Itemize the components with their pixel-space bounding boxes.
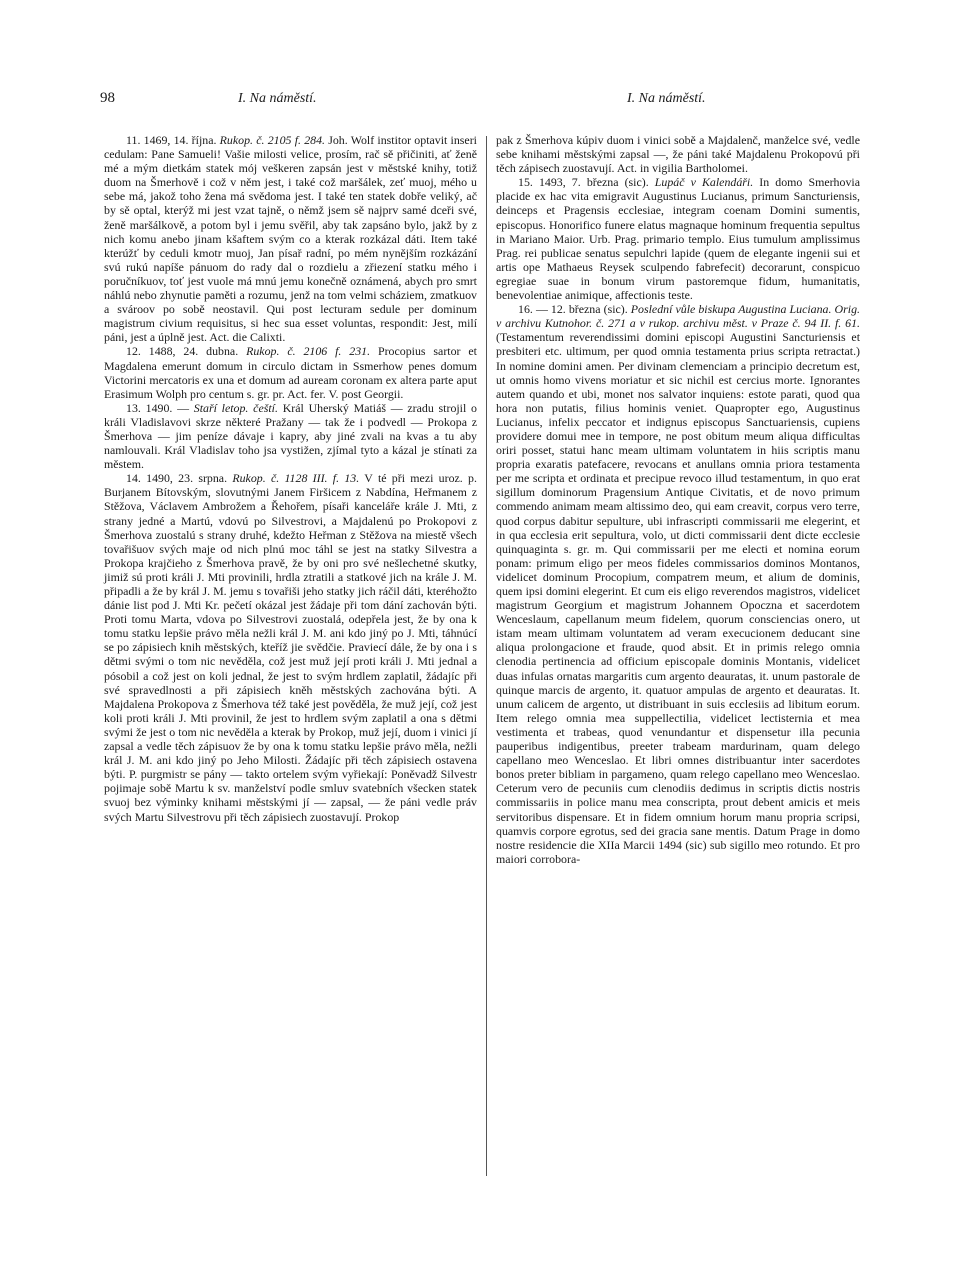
entry-text: (Testamentum reverendissimi domini episcopi Augustini Sancturiensis et presbiteri etc. ultimum, per quod omnia testamenta prius scripta retractat.) In nomine domini amen. Per divinam clemenciam a principio decretum est, ut omnis homo vivens moriatur et sic nichil est cercius morte. Ignorantes autem quando et ubi, monet nos salvator inquiens: estote parati, quod qua hora non putatis, filius hominis veniet. Quapropter ego, Augustinus Lucianus, infelix peccator et indignus episcopus Sanctuariensis, cupiens providere domui mee in tempore, ne post obitum meum aliqua difficultas oriri posset, statui hanc meam ultimam voluntatem in hiis scriptis manu propria exaratis patefacere, revocans et anullans omnia priora testamenta per me scripta et ordinata et precipue revoco illud testamentum, in quo erat sigillum dominorum Pragensium Antique Civitatis, et de novo primum commendo animam meam altissimo deo, qui eam creavit, corpus vero terre, quod corpus dabitur sepulture, ubi infrascripti commissarii me elegerint, et in qua ecclesia erit sepultura, volo, ut dicti commissarii dent dicte ecclesie quinquaginta s. gr. m. Qui commissarii per me electi et nomina eorum ponam: primum eligo per meos fideles commissarios dominos Montanos, videlicet dominum Procopium, compatrem meum, et alium de dominis, quem ipsi domini elegerint. Et cum eis eligo reverendos magistros, videlicet magistrum Georgium et magistrum Johannem Opoczna et sacerdotem Wenceslaum, capellanum meum fidelem, quorum consciencias onero, ut istam meam ultimam voluntatem ad veram execucionem deducant sine aliqua prolongacione et fraude, quod absit. Et in primis relego omnia clenodia pertinencia ad officium episcopale dominis Montanis, videlicet duas infulas ornatas margaritis cum argento deauratas, it. unum pastorale de quinque marcis de argento, it. quatuor ampulas de argento et deauratas. It. unum calicem de argento, ut distribuant in suis ecclesiis ad libitum eorum. Item relego omnia mea suppellectilia, videlicet lectisternia et mea vestimenta et trabeas, quod venundantur et dispensetur illa pecunia pauperibus indigentibus, preeter trabeam mardurinam, quam delego capellano meo Wenceslao. Et libri omnes distribuantur inter sacerdotes bonos preter bibliam in pargameno, quam relego capellano meo Wenceslao. Ceterum vero de pecuniis cum clenodiis dedimus in scriptis dictis nostris commissariis in police manu mea conscripta, prout debent amicis et meis servitoribus dispensare. Et in fidem omnium horum manu propria scripsi, quamvis corpore egrotus, sed dei gracia sane mentis. Datum Prage in domo nostre residencie die XIIa Marcii 1494 (sic) sub sigillo meo rotundo. Et pro maiori corrobora- — [496, 330, 860, 866]
right-column — [496, 133, 860, 866]
left-column — [104, 133, 477, 824]
entry-11 — [104, 133, 477, 344]
entry-head: 11. 1469, 14. října. — [126, 133, 217, 147]
entry-16 — [496, 302, 860, 866]
entry-head: 12. 1488, 24. dubna. — [126, 344, 239, 359]
entry-12 — [104, 344, 477, 400]
entry-text: Procopius sartor et Magdalena emerunt domum in circulo dictam in Ssmerhow penes domum Victorini mercatoris ex una et domum ad auream coronam ex altera parte aput Erasimum Wolph pro centum s. gr. pr. Act. fer. V. post Georgii. — [104, 344, 477, 401]
entry-source: Staří letop. čeští. — [193, 400, 278, 415]
entry-text: Joh. Wolf institor optavit inseri cedulam: Pane Samueli! Vašie milosti velice, prosím, rač sě přičiniti, ať ženě mé a mým dietkám statek mój veškeren zapsán jest v městské knihy, totiž duom na Šmerhově i což v něm jest, i také což maršálek, zeť muoj, mého u sebe má, jakož toho žena má svědoma jest. I také ten statek dobře veliký, ač by sě optal, kterýž mi jest vzat tajně, o němž jsem sě najprv samé dceři své, ženě maršálkově, a potom byl i jemu svěřil, aby tak zapsáno bylo, jakž by z nich komu anebo jinam kšaftem svým co a kterak rozkázal dáti. Item také kterúžť by ceduli kmotr muoj, Jan písař radní, po mém nynějším rozkázání svú rukú napíše pánuom do rady dal o rozdielu a zřiezení statku mého i poručníkuov, toť jest vuole má mnú jemu konečně oznámená, abych pro smrt náhlú nebo zhynutie paměti a rozumu, jenž na tom velmi scháziem, zmatkuov a svároov po sobě neostavil. Qui post lecturam sedule per dominum magistrum civium requisitus, si hec sua esset voluntas, respondit: Jest, milí páni, jest a úplně jest. Act. die Calixti. — [104, 133, 477, 345]
entry-14-continued — [496, 133, 860, 175]
entry-text: V té při mezi uroz. p. Burjanem Bítovským, slovutnými Janem Firšicem z Nabdína, Heřmanem z Stěžova, Václavem Ambrožem a Řehořem, písaři kanceláře krále J. Mti, z strany jedné a Martú, vdovú po Silvestrovi, a Majdalenú po Prokopovi z Šmerhova zuostalú s strany druhé, kdežto Heřman z Stěžova na miestě všech tovařišuov svých maje od nich plnú moc táhl se jest na statky Silvestra a Prokopa krajčieho z Šmerhova pravě, že by oni pro své nešlechetné skutky, jimiž sú proti králi J. Mti provinili, hrdla ztratili a statkové jich na krále J. M. připadli a že by král J. M. jemu s tovařiši jeho statky jich ráčil dáti, kteréhožto dánie list pod J. Mti Kr. pečetí okázal jest žádaje při tom dání zachován býti. Proti tomu Marta, vdova po Silvestrovi zuostalá, odepřela jest, že by ona k tomu statku lepšie právo měla nežli král J. M. ani kdo jiný po J. Mti, táhnúcí se po zápisiech knih městských, kteříž jie svědčie. Praviecí dále, že by ona i s dětmi svými o tom nic nevěděla, což jest muž její proti králi J. Mti jednal a pósobil a což jest on koli jednal, že jest to svým hrdlem zaplatil, žádajíc při své spravedlnosti a při zápisiech kněh městských zachována býti. A Majdalena Prokopova z Šmerhova též také jest pověděla, že muž její, což jest koli proti králi J. Mti provinil, že jest to hrdlem svým zaplatil a ona s dětmi svými že jest o tom nic nevěděla a kterak by Prokop, muž její, duom i vinici jí zapsal a vedle těch zápisuov že by ona k tomu statku lepšie právo měla, nežli král J. M. ani kdo jiný po Jeho Milosti. Žádajíc při těch zápisiech ostavena býti. P. purgmistr se pány — takto ortelem svým vyřiekají: Poněvadž Silvestr pojimaje sobě Martu k sv. manželství podle smluv svatebních všecken statek svuoj bez výminky knihami městskými jí — zapsal, — že páni vedle práv svých Martu Silvestrovu při těch zápisiech zuostavují. Prokop — [104, 471, 477, 824]
running-title-right: I. Na náměstí. — [627, 91, 706, 106]
entry-source: Lupáč v Kalendáři. — [654, 175, 754, 190]
running-title-left: I. Na náměstí. — [238, 91, 317, 106]
entry-head: 13. 1490. — — [126, 400, 190, 415]
page-number: 98 — [100, 90, 115, 106]
entry-source: Poslední vůle biskupa Augustina Luciana. Orig. v archivu Kutnohor. č. 271 a v rukop. archivu měst. v Praze č. 94 II. f. 61. — [496, 302, 860, 331]
entry-head: 14. 1490, 23. srpna. — [126, 471, 228, 486]
entry-head: 15. 1493, 7. března (sic). — [518, 175, 649, 190]
entry-source: Rukop. č. 1128 III. f. 13. — [232, 471, 360, 486]
entry-14 — [104, 471, 477, 823]
entry-text: In domo Smerhovia placide ex hac vita emigravit Augustinus Lucianus, primum Sancturiensis, deinceps et Pragensis ecclesiae, integram coenam Domini sumentis, episcopus. Honorifico funere elatus magnaque hominum frequentia sepultus in Mariano Maior. Urb. Prag. primario templo. Eius tumulum amplissimus Prag. rei publicae senatus sepulchri lapide (quem de elegante ingenii sui et artis ope Mathaeus Reysek sculpendo fabrefecit) decorarunt, conspicuo egregiae suae in bonum virum pastoremque fidum, humanitatis, benevolentiae animique, affectionis teste. — [496, 175, 860, 303]
page-header — [100, 90, 860, 114]
entry-text: Král Uherský Matiáš — zradu strojil o králi Vladislavovi skrze některé Pražany — tak že i podvedl — Prokopa z Šmerhova — jim peníze dávaje i kapry, aby jiné zvali na kvas a tu aby namlouvali. Král Vladislav toho jsa vystižen, zjímal tyto a kázal je stínati za městem. — [104, 400, 477, 472]
entry-head: 16. — 12. března (sic). — [518, 302, 628, 317]
entry-text: pak z Šmerhova kúpiv duom i vinici sobě a Majdalenč, manželce své, vedle sebe knihami městskými zapsal —, že páni také Majdalenu Prokopovú při těch zápisech zuostavují. Act. in vigilia Bartholomei. — [496, 133, 860, 176]
entry-source: Rukop. č. 2106 f. 231. — [246, 344, 371, 359]
entry-source: Rukop. č. 2105 f. 284. — [219, 133, 325, 147]
entry-13 — [104, 401, 477, 471]
column-divider — [486, 136, 487, 1176]
entry-15 — [496, 175, 860, 302]
